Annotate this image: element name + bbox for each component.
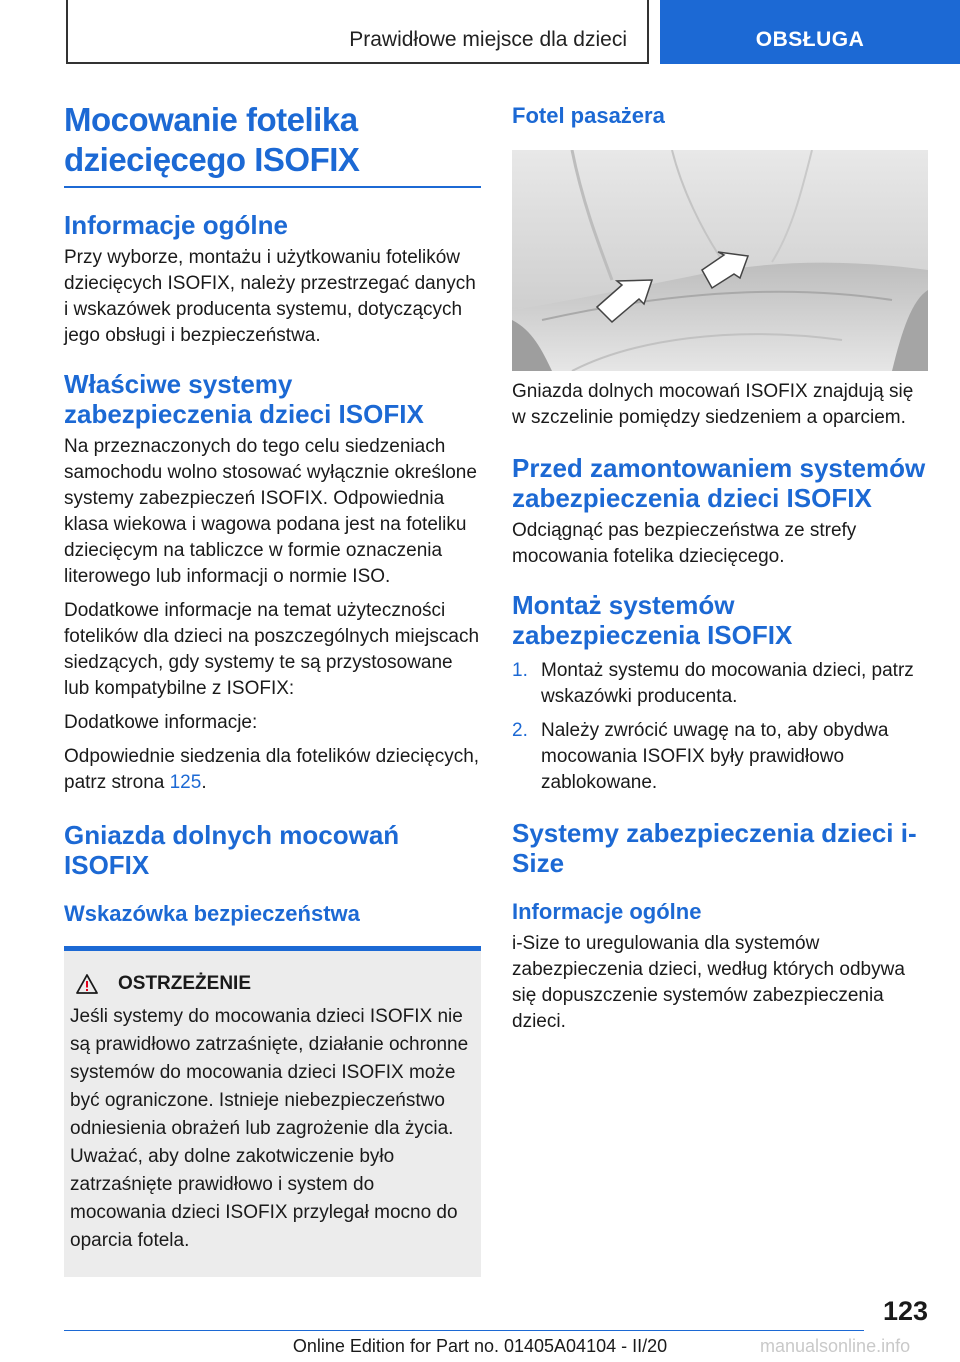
warning-triangle-icon (76, 974, 98, 994)
step-number: 1. (512, 660, 528, 681)
warning-text: Jeśli systemy do mocowania dzieci ISOFIX nie są prawidłowo zatrzaśnięte, działanie ochronne systemów do mocowania dzieci ISOFIX może być ograniczone. Istnieje niebezpieczeństwo odniesienia obrażeń lub zagrożenie dla życia. Uważać, aby dolne zakotwiczenie było zatrzaśnięte prawidłowo i system do mocowania dzieci ISOFIX przylegał mocno do oparcia fotela. (70, 1006, 469, 1251)
step-number: 2. (512, 720, 528, 741)
page-link-125[interactable]: 125 (169, 772, 202, 793)
warning-label: OSTRZEŻENIE (118, 973, 252, 994)
step-item (512, 718, 928, 796)
mounting-steps (512, 658, 928, 796)
warning-header (70, 973, 475, 995)
isofix-systems-text-4 (64, 744, 481, 796)
heading-isofix-systems: Właściwe systemy zabezpieczenia dzieci ISOFIX (64, 369, 424, 429)
footer-watermark: manualsonline.info (760, 1336, 911, 1356)
before-mounting-text: Odciągnąć pas bezpieczeństwa ze strefy mocowania fotelika dziecięcego. (512, 520, 857, 567)
step-text: Montaż systemu do mocowania dzieci, patrz wskazówki producenta. (541, 660, 914, 707)
page-title: Mocowanie fotelika dziecięcego ISOFIX (64, 101, 360, 178)
page-reference-text: Odpowiednie siedzenia dla fotelików dziecięcych, patrz strona (64, 746, 480, 793)
heading-passenger-seat: Fotel pasażera (512, 103, 665, 128)
isofix-systems-text-3: Dodatkowe informacje: (64, 712, 258, 733)
heading-safety-note: Wskazówka bezpieczeństwa (64, 901, 360, 926)
footer-rule (64, 1330, 864, 1331)
footer-edition: Online Edition for Part no. 01405A04104 - II/20 (292, 1336, 668, 1356)
heading-mounting: Montaż systemów zabezpieczenia ISOFIX (512, 590, 793, 650)
step-text: Należy zwrócić uwagę na to, aby obydwa mocowania ISOFIX były prawidłowo zablokowane. (541, 720, 889, 793)
chapter-tab-label: OBSŁUGA (755, 28, 865, 51)
photo-caption: Gniazda dolnych mocowań ISOFIX znajdują się w szczelinie pomiędzy siedzeniem a oparciem. (512, 381, 914, 428)
isize-text: i-Size to uregulowania dla systemów zabezpieczenia dzieci, według których odbywa się dopuszczenie systemów zabezpieczenia dzieci. (512, 933, 905, 1032)
right-column (512, 100, 928, 1035)
heading-isize-general: Informacje ogólne (512, 899, 702, 924)
heading-isize: Systemy zabezpieczenia dzieci i-Size (512, 818, 917, 878)
left-column (64, 100, 481, 1277)
seat-photo (512, 150, 928, 371)
heading-general-info: Informacje ogólne (64, 210, 288, 240)
section-title: Prawidłowe miejsce dla dzieci (349, 28, 627, 51)
isofix-seat-illustration (512, 150, 928, 371)
general-info-text: Przy wyborze, montażu i użytkowaniu fotelików dziecięcych ISOFIX, należy przestrzegać danych i wskazówek producenta systemu, dotyczących jego obsługi i bezpieczeństwa. (64, 247, 476, 346)
page-number: 123 (882, 1296, 928, 1326)
page-reference-end: . (201, 772, 207, 793)
title-rule (64, 186, 481, 188)
chapter-tab[interactable] (660, 0, 960, 64)
isofix-systems-text-1: Na przeznaczonych do tego celu siedzeniach samochodu wolno stosować wyłącznie określone systemy zabezpieczeń ISOFIX. Odpowiednia klasa wiekowa i wagowa podana jest na foteliku dziecięcym na tabliczce w formie oznaczenia literowego lub informacji o normie ISO. (64, 436, 477, 587)
heading-before-mounting: Przed zamontowaniem systemów zabezpieczenia dzieci ISOFIX (512, 453, 926, 513)
warning-box (64, 946, 481, 1277)
header-section-box (66, 0, 649, 64)
step-item (512, 658, 928, 710)
heading-lower-anchors: Gniazda dolnych mocowań ISOFIX (64, 820, 400, 880)
isofix-systems-text-2: Dodatkowe informacje na temat użyteczności fotelików dla dzieci na poszczególnych miejscach siedzących, gdy systemy te są przystosowane lub kompatybilne z ISOFIX: (64, 600, 480, 699)
